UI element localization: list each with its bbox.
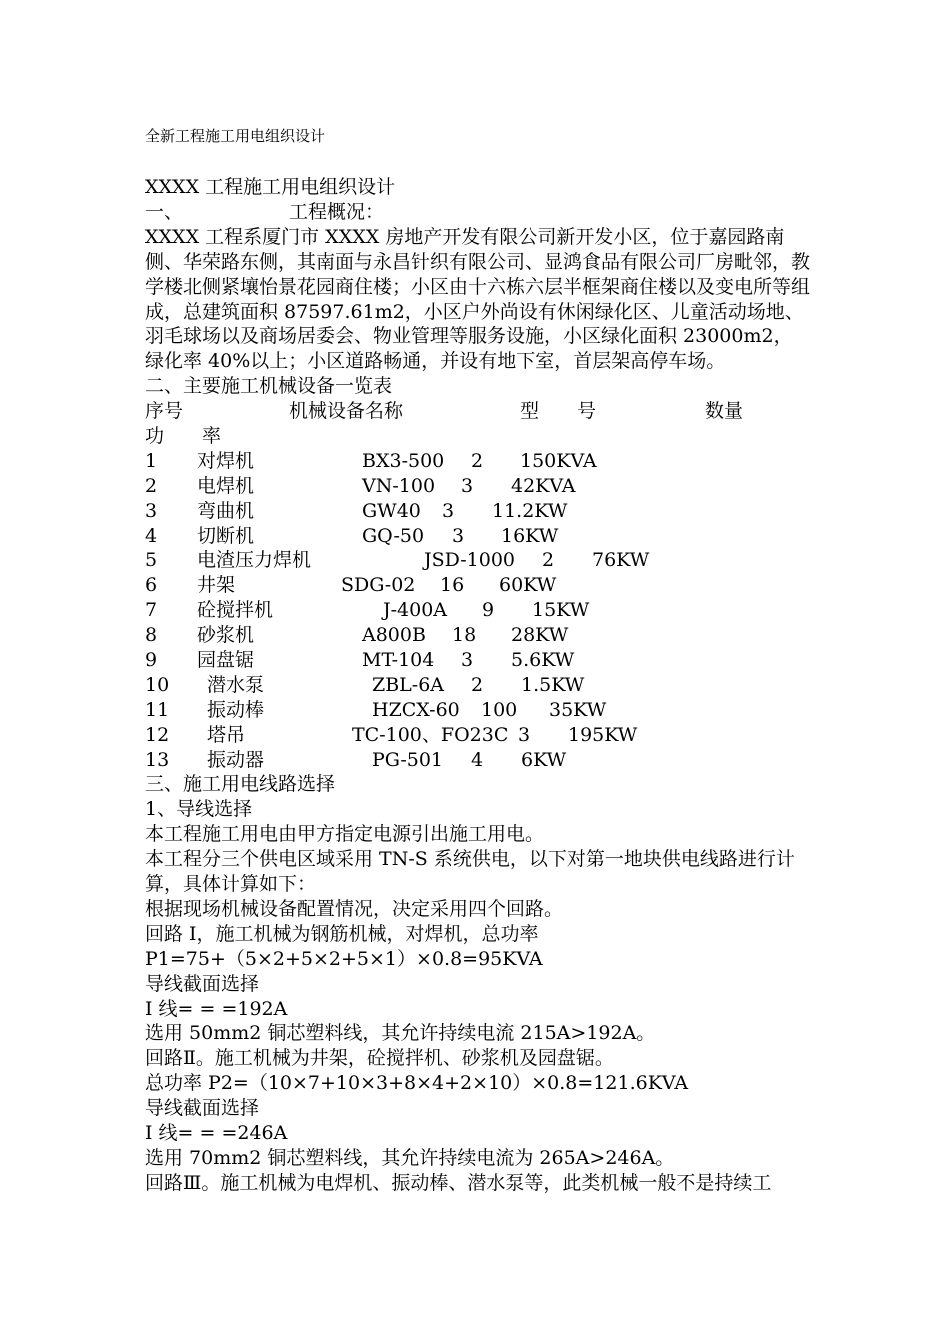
row-qty: 100 [481, 698, 518, 721]
row-power: 6KW [521, 748, 567, 771]
row-name: 振动器 [207, 748, 265, 771]
row-name: 弯曲机 [197, 499, 255, 522]
selection-2: 选用 70mm2 铜芯塑料线，其允许持续电流为 265A>246A。 [145, 1146, 675, 1169]
table-row [145, 698, 810, 723]
row-name: 电渣压力焊机 [197, 549, 312, 572]
row-no: 3 [145, 499, 158, 522]
document-body [145, 175, 810, 1196]
row-name: 园盘锯 [197, 649, 255, 672]
row-name: 对焊机 [197, 449, 255, 472]
row-no: 5 [145, 549, 158, 572]
table-row [145, 598, 810, 623]
paragraph-line: 本工程分三个供电区域采用 TN-S 系统供电，以下对第一地块供电线路进行计算，具体计算如下： [145, 848, 795, 896]
row-power: 60KW [499, 574, 557, 597]
row-power: 15KW [532, 599, 590, 622]
row-model: JSD-1000 [424, 549, 515, 572]
row-name: 切断机 [197, 524, 255, 547]
table-header [145, 399, 810, 424]
overview-paragraph: XXXX 工程系厦门市 XXXX 房地产开发有限公司新开发小区，位于嘉园路南侧、华荣路东侧，其南面与永昌针织有限公司、显鸿食品有限公司厂房毗邻，教学楼北侧紧壤怡景花园商住楼；小区由十六栋六层半框架商住楼以及变电所等组成，总建筑面积 87597.61m2，小区户外尚设有休闲绿化区、儿童活动场地、羽毛球场以及商场居委会、物业管理等服务设施，小区绿化面积 23000m2，绿化率 40%以上；小区道路畅通，并设有地下室，首层架高停车场。 [145, 225, 811, 373]
row-model: SDG-02 [341, 574, 416, 597]
paragraph-line: 根据现场机械设备配置情况，决定采用四个回路。 [145, 897, 564, 920]
circuit-1: 回路 I，施工机械为钢筋机械，对焊机，总功率 [145, 922, 539, 945]
table-header-power: 功 率 [145, 425, 222, 447]
row-model: PG-501 [372, 748, 443, 771]
table-row [145, 748, 810, 773]
row-no: 12 [145, 723, 170, 746]
row-power: 28KW [511, 624, 569, 647]
wire-selection-heading: 导线截面选择 [145, 972, 260, 995]
page-header: 全新工程施工用电组织设计 [145, 127, 326, 145]
paragraph-line: 本工程施工用电由甲方指定电源引出施工用电。 [145, 823, 545, 846]
row-name: 电焊机 [197, 474, 255, 497]
formula-p1: P1=75+（5×2+5×2+5×1）×0.8=95KVA [145, 947, 543, 970]
row-qty: 4 [471, 748, 484, 771]
row-model: VN-100 [362, 474, 436, 497]
selection-1: 选用 50mm2 铜芯塑料线，其允许持续电流 215A>192A。 [145, 1022, 656, 1045]
row-model: A800B [362, 624, 426, 647]
row-no: 6 [145, 574, 158, 597]
row-no: 11 [145, 698, 170, 721]
formula-p2: 总功率 P2=（10×7+10×3+8×4+2×10）×0.8=121.6KVA [145, 1072, 689, 1095]
row-no: 7 [145, 599, 158, 622]
row-no: 2 [145, 474, 158, 497]
current-i2: I 线= = =246A [145, 1121, 288, 1144]
table-row [145, 573, 810, 598]
row-power: 35KW [549, 698, 607, 721]
row-name: 振动棒 [207, 698, 265, 721]
row-name: 砂浆机 [197, 624, 255, 647]
table-row [145, 524, 810, 549]
section-heading-2: 二、主要施工机械设备一览表 [145, 375, 393, 398]
row-no: 9 [145, 649, 158, 672]
table-row [145, 623, 810, 648]
table-row [145, 723, 810, 748]
row-name: 塔吊 [207, 723, 246, 746]
table-row [145, 673, 810, 698]
table-row [145, 449, 810, 474]
row-qty: 3 [452, 524, 465, 547]
row-model: GW40 [362, 499, 421, 522]
row-model: J-400A [383, 599, 448, 622]
row-name: 潜水泵 [207, 673, 265, 696]
row-no: 10 [145, 673, 170, 696]
table-row [145, 474, 810, 499]
row-power: 42KVA [511, 474, 576, 497]
document-title: XXXX 工程施工用电组织设计 [145, 176, 396, 198]
row-power: 76KW [592, 549, 650, 572]
row-name: 井架 [197, 574, 236, 597]
row-qty: 16 [440, 574, 465, 597]
header-qty: 数量 [705, 400, 744, 423]
row-model: BX3-500 [362, 449, 445, 472]
row-power: 1.5KW [521, 673, 585, 696]
current-i1: I 线= = =192A [145, 997, 288, 1020]
row-model: TC-100、FO23C [352, 723, 509, 746]
row-qty: 3 [518, 723, 531, 746]
row-qty: 3 [461, 649, 474, 672]
subsection-heading: 1、导线选择 [145, 798, 253, 821]
row-power: 16KW [501, 524, 559, 547]
section-label: 工程概况： [289, 200, 385, 223]
table-row [145, 648, 810, 673]
row-qty: 18 [452, 624, 477, 647]
wire-selection-heading: 导线截面选择 [145, 1097, 260, 1120]
header-name: 机械设备名称 [289, 400, 404, 423]
row-qty: 3 [442, 499, 455, 522]
row-model: HZCX-60 [372, 698, 460, 721]
row-qty: 2 [471, 673, 484, 696]
row-power: 5.6KW [511, 649, 575, 672]
row-no: 13 [145, 748, 170, 771]
row-qty: 2 [471, 449, 484, 472]
circuit-2: 回路Ⅱ。施工机械为井架，砼搅拌机、砂浆机及园盘锯。 [145, 1047, 614, 1070]
row-model: MT-104 [362, 649, 435, 672]
row-no: 1 [145, 449, 158, 472]
row-no: 4 [145, 524, 158, 547]
header-no: 序号 [145, 400, 184, 423]
row-power: 150KVA [520, 449, 597, 472]
table-row [145, 548, 810, 573]
row-name: 砼搅拌机 [197, 599, 274, 622]
header-model: 型 号 [520, 400, 597, 423]
equipment-list [145, 449, 810, 773]
section-heading-1 [145, 200, 810, 225]
row-power: 195KW [568, 723, 638, 746]
row-model: ZBL-6A [372, 673, 445, 696]
row-power: 11.2KW [492, 499, 568, 522]
row-qty: 9 [482, 599, 495, 622]
row-no: 8 [145, 624, 158, 647]
row-model: GQ-50 [362, 524, 425, 547]
table-row [145, 499, 810, 524]
row-qty: 3 [461, 474, 474, 497]
section-heading-3: 三、施工用电线路选择 [145, 773, 336, 796]
section-number: 一、 [145, 200, 184, 223]
row-qty: 2 [542, 549, 555, 572]
circuit-3: 回路Ⅲ。施工机械为电焊机、振动棒、潜水泵等，此类机械一般不是持续工 [145, 1171, 772, 1194]
